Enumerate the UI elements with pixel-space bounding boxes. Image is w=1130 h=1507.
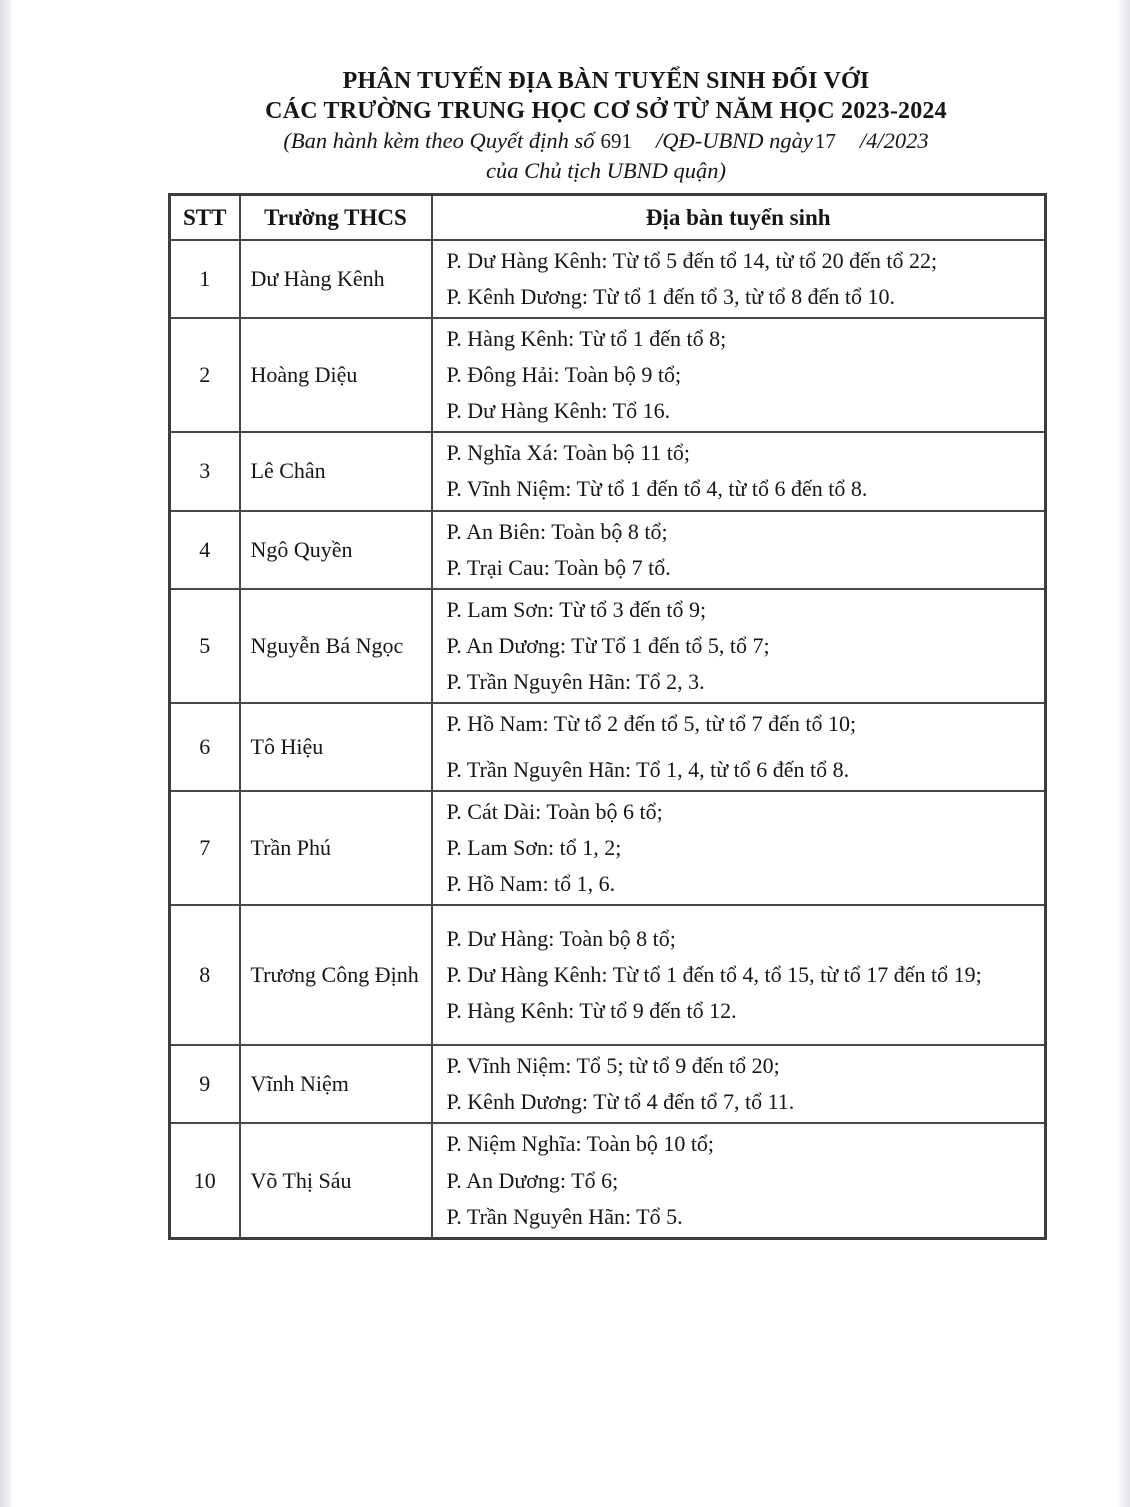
column-header-school: Trường THCS [240,195,432,241]
area-line: P. Trần Nguyên Hãn: Tổ 2, 3. [446,668,705,694]
area-line: P. Hồ Nam: Từ tổ 2 đến tổ 5, từ tổ 7 đến tổ 10; [446,710,857,736]
school-name-cell: Vĩnh Niệm [240,1045,432,1123]
enrollment-areas-cell [432,791,1046,905]
document-title-line-2: CÁC TRƯỜNG TRUNG HỌC CƠ SỞ TỪ NĂM HỌC 2023-2024 [265,98,947,124]
area-line: P. Vĩnh Niệm: Tổ 5; từ tổ 9 đến tổ 20; [446,1053,780,1079]
school-name-cell: Võ Thị Sáu [240,1123,432,1238]
area-line: P. Vĩnh Niệm: Từ tổ 1 đến tổ 4, từ tổ 6 đến tổ 8. [446,476,868,502]
issued-mid-text: /QĐ-UBND ngày [656,128,813,153]
row-number-cell: 1 [170,240,240,318]
row-number-cell: 5 [170,589,240,703]
school-name-cell: Lê Chân [240,432,432,510]
enrollment-areas-cell [432,1045,1046,1123]
table-row [170,1045,1046,1123]
page-left-edge-shadow [0,0,14,1507]
area-line: P. Trại Cau: Toàn bộ 7 tổ. [446,554,671,580]
area-line: P. Lam Sơn: tổ 1, 2; [446,835,622,861]
enrollment-areas-cell [432,240,1046,318]
school-name-cell: Trần Phú [240,791,432,905]
area-line: P. Lam Sơn: Từ tổ 3 đến tổ 9; [446,596,707,622]
school-name-cell: Dư Hàng Kênh [240,240,432,318]
enrollment-areas-cell [432,905,1046,1045]
row-number-cell: 3 [170,432,240,510]
area-line: P. Dư Hàng Kênh: Tổ 16. [446,398,671,424]
enrollment-areas-cell [432,1123,1046,1238]
area-line: P. Hàng Kênh: Từ tổ 9 đến tổ 12. [446,998,737,1024]
area-line: P. An Dương: Từ Tổ 1 đến tổ 5, tổ 7; [446,632,770,658]
area-line: P. Dư Hàng Kênh: Từ tổ 5 đến tổ 14, từ tổ 20 đến tổ 22; [446,248,938,273]
school-name-cell: Tô Hiệu [240,703,432,791]
document-title-line-1: PHÂN TUYẾN ĐỊA BÀN TUYỂN SINH ĐỐI VỚI [342,68,870,94]
school-name-cell: Hoàng Diệu [240,318,432,432]
table-row [170,240,1046,318]
issued-suffix-text: /4/2023 [859,128,929,153]
enrollment-areas-cell [432,432,1046,510]
table-row [170,432,1046,510]
area-line: P. Dư Hàng Kênh: Từ tổ 1 đến tổ 4, tổ 15, từ tổ 17 đến tổ 19; [446,962,982,988]
area-line: P. Hàng Kênh: Từ tổ 1 đến tổ 8; [446,326,727,352]
row-number-cell: 6 [170,703,240,791]
area-line: P. Nghĩa Xá: Toàn bộ 11 tổ; [446,440,691,466]
area-line: P. An Biên: Toàn bộ 8 tổ; [446,518,668,544]
decision-number: 691 [600,129,633,153]
school-name-cell: Nguyễn Bá Ngọc [240,589,432,703]
issued-prefix-text: (Ban hành kèm theo Quyết định số [283,128,595,153]
area-line: P. Dư Hàng: Toàn bộ 8 tổ; [446,926,676,952]
table-body [170,240,1046,1238]
enrollment-zone-table [168,193,1047,1240]
area-line: P. Trần Nguyên Hãn: Tổ 1, 4, từ tổ 6 đến tổ 8. [446,757,850,783]
column-header-areas: Địa bàn tuyển sinh [432,195,1046,241]
table-row [170,511,1046,589]
table-row [170,589,1046,703]
area-line: P. Niệm Nghĩa: Toàn bộ 10 tổ; [446,1131,715,1157]
area-line: P. Kênh Dương: Từ tổ 4 đến tổ 7, tổ 11. [446,1089,795,1115]
row-number-cell: 7 [170,791,240,905]
enrollment-areas-cell [432,318,1046,432]
enrollment-areas-cell [432,511,1046,589]
area-line: P. Đông Hải: Toàn bộ 9 tổ; [446,362,682,388]
decision-day-number: 17 [814,129,836,153]
table-row [170,703,1046,791]
document-subtitle-line-2: của Chủ tịch UBND quận) [486,158,726,183]
table-row [170,318,1046,432]
page-right-edge-shadow [1118,0,1130,1507]
enrollment-areas-cell [432,589,1046,703]
row-number-cell: 4 [170,511,240,589]
table-row [170,791,1046,905]
area-line: P. Cát Dài: Toàn bộ 6 tổ; [446,799,663,825]
enrollment-areas-cell [432,703,1046,791]
document-subtitle-line-1 [168,126,1044,156]
area-line: P. Kênh Dương: Từ tổ 1 đến tổ 3, từ tổ 8 đến tổ 10. [446,284,895,310]
document-content [168,66,1044,1240]
column-header-stt: STT [170,195,240,241]
table-header-row [170,195,1046,241]
row-number-cell: 10 [170,1123,240,1238]
area-line: P. An Dương: Tổ 6; [446,1167,619,1193]
area-line: P. Hồ Nam: tổ 1, 6. [446,871,616,897]
table-row [170,905,1046,1045]
row-number-cell: 9 [170,1045,240,1123]
document-header [168,66,1044,186]
area-line: P. Trần Nguyên Hãn: Tổ 5. [446,1203,683,1229]
table-row [170,1123,1046,1238]
school-name-cell: Trương Công Định [240,905,432,1045]
row-number-cell: 2 [170,318,240,432]
school-name-cell: Ngô Quyền [240,511,432,589]
row-number-cell: 8 [170,905,240,1045]
